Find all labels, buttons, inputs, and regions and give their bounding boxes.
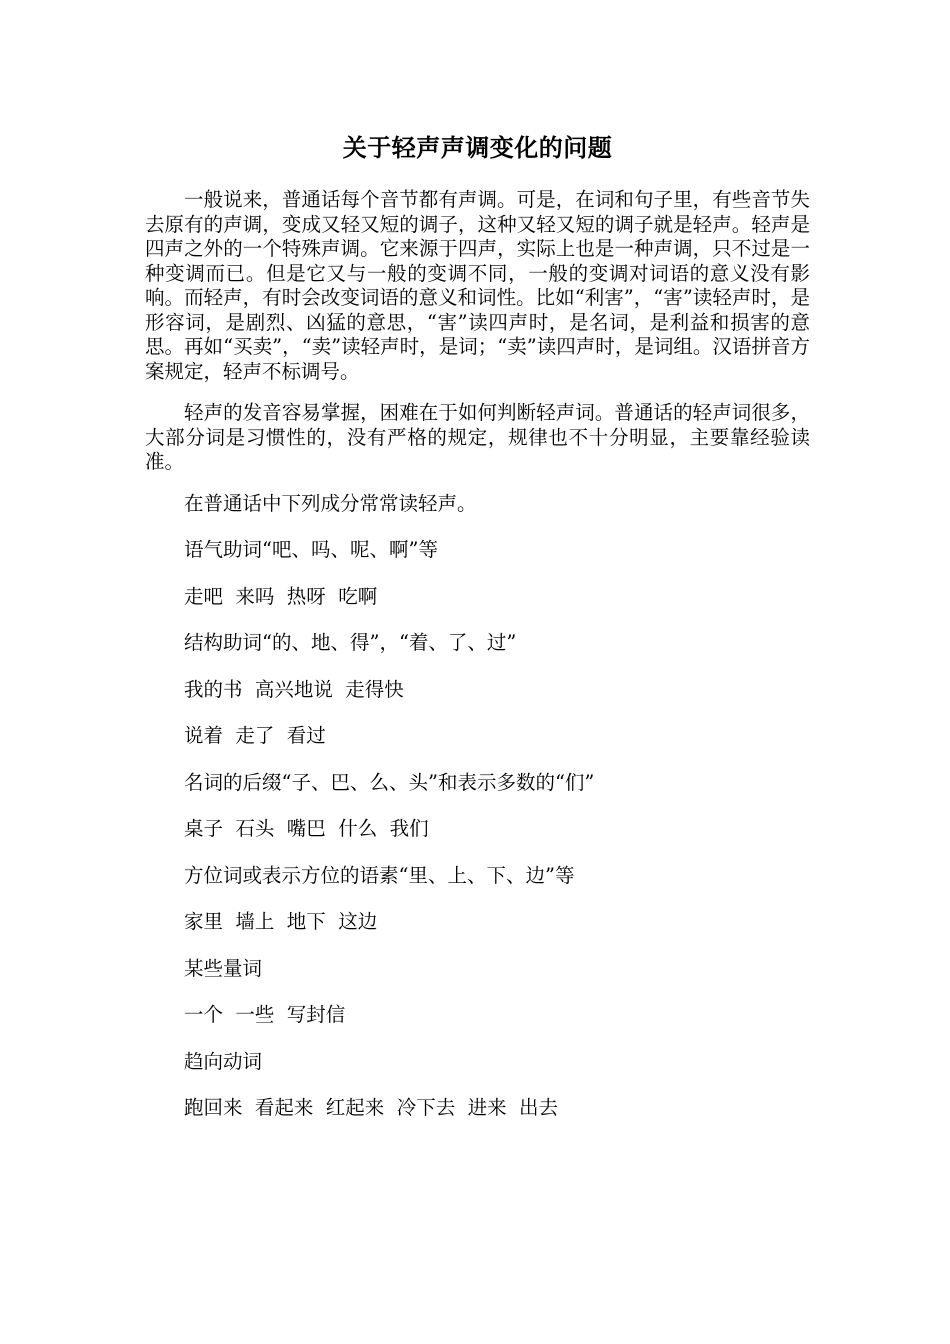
category-measure-words: 某些量词 [184, 956, 263, 980]
example-structural-particles-2: 说着 走了 看过 [184, 724, 326, 747]
example-structural-particles-1: 我的书 高兴地说 走得快 [184, 677, 404, 701]
document-page [145, 130, 810, 1143]
category-modal-particles: 语气助词“吧、吗、呢、啊”等 [184, 538, 438, 561]
category-structural-particles: 结构助词“的、地、得”，“着、了、过” [184, 631, 517, 654]
example-directional-verbs: 跑回来 看起来 红起来 冷下去 进来 出去 [184, 1096, 558, 1119]
example-noun-suffixes: 桌子 石头 嘴巴 什么 我们 [184, 817, 429, 840]
example-locatives: 家里 墙上 地下 这边 [184, 910, 378, 933]
text-line-intro: 在普通话中下列成分常常读轻声。 [184, 491, 477, 515]
category-locatives: 方位词或表示方位的语素“里、上、下、边”等 [184, 863, 575, 887]
category-directional-verbs: 趋向动词 [184, 1049, 263, 1073]
category-noun-suffixes: 名词的后缀“子、巴、么、头”和表示多数的“们” [184, 770, 595, 794]
example-modal-particles: 走吧 来吗 热呀 吃啊 [184, 584, 378, 608]
paragraph-difficulty: 轻声的发音容易掌握，困难在于如何判断轻声词。普通话的轻声词很多，大部分词是习惯性的，没有严格的规定，规律也不十分明显，主要靠经验读准。 [145, 401, 810, 473]
paragraph-intro: 一般说来，普通话每个音节都有声调。可是，在词和句子里，有些音节失去原有的声调，变成又轻又短的调子，这种又轻又短的调子就是轻声。轻声是四声之外的一个特殊声调。它来源于四声，实际上也是一种声调，只不过是一种变调而已。但是它又与一般的变调不同，一般的变调对词语的意义没有影响。而轻声，有时会改变词语的意义和词性。比如“利害”，“害”读轻声时，是形容词，是剧烈、凶猛的意思，“害”读四声时，是名词，是利益和损害的意思。再如“买卖”，“卖”读轻声时，是词；“卖”读四声时，是词组。汉语拼音方案规定，轻声不标调号。 [145, 188, 810, 383]
document-title: 关于轻声声调变化的问题 [342, 133, 613, 162]
example-measure-words: 一个 一些 写封信 [184, 1003, 346, 1026]
